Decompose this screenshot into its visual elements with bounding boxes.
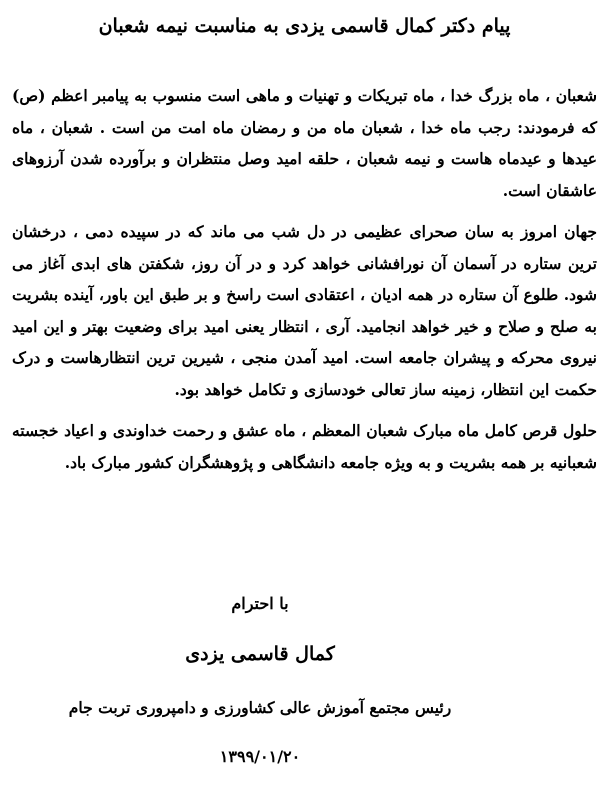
paragraph-3: حلول قرص کامل ماه مبارک شعبان المعظم ، ماه عشق و رحمت خداوندی و اعیاد خجسته شعبانیه بر همه بشریت و به ویژه جامعه دانشگاهی و پژوهشگران کشور مبارک باد. [12,421,597,472]
closing-regards: با احترام [231,594,289,613]
signatory-role: رئیس مجتمع آموزش عالی کشاورزی و دامپروری تربت جام [68,698,452,717]
letter-date: ۱۳۹۹/۰۱/۲۰ [219,747,301,766]
signatory-name: کمال قاسمی یزدی [185,643,335,665]
letter-title: پیام دکتر کمال قاسمی یزدی به مناسبت نیمه شعبان [98,15,511,37]
paragraph-1: شعبان ، ماه بزرگ خدا ، ماه تبریکات و تهنیات و ماهی است منسوب به پیامبر اعظم (ص) که فرمودند: رجب ماه خدا ، شعبان ماه من و رمضان ماه امت من است . شعبان ، ماه عیدها و عیدماه هاست و نیمه شعبان ، حلقه امید وصل منتظران و برآورده شدن آرزوهای عاشقان است. [12,86,597,200]
paragraph-2: جهان امروز به سان صحرای عظیمی در دل شب می ماند که در سپیده دمی ، درخشان ترین ستاره در آسمان آن نورافشانی خواهد کرد و در آن روز، شکفتن های ابدی آغاز می شود. طلوع آن ستاره در همه ادیان ، اعتقادی است راسخ و بر طبق این باور، آینده بشریت به صلح و صلاح و خیر خواهد انجامید. آری ، انتظار یعنی امید برای وضعیت بهتر و این امید نیروی محرکه و پیشران جامعه است. امید آمدن منجی ، شیرین ترین انتظارهاست و درک حکمت این انتظار، زمینه ساز تعالی خودسازی و تکامل خواهد بود. [12,222,597,399]
letter-body [12,80,597,488]
